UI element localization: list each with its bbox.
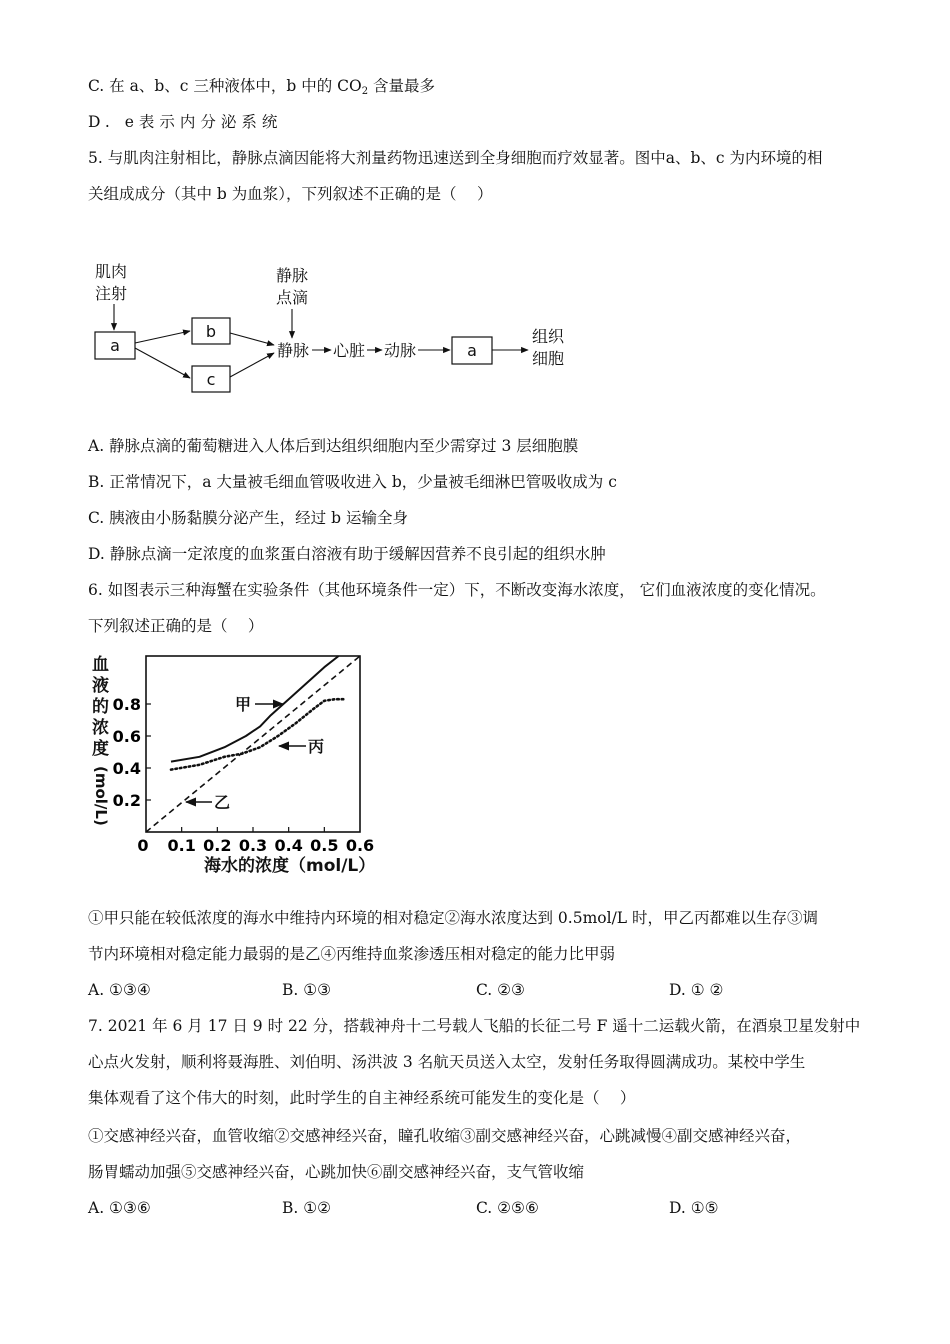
q7-option-c: C. ②⑤⑥	[476, 1199, 539, 1217]
x-tick-label: 0.6	[345, 836, 375, 855]
x-tick-label: 0.2	[203, 836, 232, 855]
q6-statement-line1: ①甲只能在较低浓度的海水中维持内环境的相对稳定②海水浓度达到 0.5mol/L 时，甲乙丙都难以生存③调	[88, 909, 819, 927]
box-a1-label: a	[110, 336, 120, 355]
q5-stem-line2: 关组成成分（其中 b 为血浆），下列叙述不正确的是（ ）	[88, 185, 493, 203]
q7-statement-line1: ①交感神经兴奋，血管收缩②交感神经兴奋，瞳孔收缩③副交感神经兴奋，心跳减慢④副交感神经兴奋，	[88, 1127, 802, 1145]
q7-option-a: A. ①③⑥	[88, 1199, 151, 1217]
q4-option-c: C. 在 a、b、c 三种液体中，b 中的 $CO_2$ 含量最多	[88, 77, 436, 97]
arrow-c-to-vein	[230, 353, 274, 377]
q5-option-a: A. 静脉点滴的葡萄糖进入人体后到达组织细胞内至少需穿过 3 层细胞膜	[88, 437, 579, 455]
artery-label: 动脉	[384, 341, 417, 360]
x-tick-label: 0.1	[167, 836, 196, 855]
q5-option-c: C. 胰液由小肠黏膜分泌产生，经过 b 运输全身	[88, 509, 408, 527]
series-line-bing	[171, 699, 346, 769]
q6-option-c: C. ②③	[476, 981, 525, 999]
y-tick-label: 0.2	[112, 791, 141, 810]
series-line-yi	[146, 656, 360, 832]
y-label-char: 血	[92, 655, 109, 675]
q5-option-d: D. 静脉点滴一定浓度的血浆蛋白溶液有助于缓解因营养不良引起的组织水肿	[88, 545, 606, 563]
x-tick-label: 0.3	[238, 836, 268, 855]
q5-option-b: B. 正常情况下，a 大量被毛细血管吸收进入 b，少量被毛细淋巴管吸收成为 c	[88, 473, 617, 491]
box-b-label: b	[205, 322, 217, 341]
vein-label: 静脉	[277, 341, 310, 360]
y-label-char: 度	[92, 739, 109, 759]
q7-stem-line3: 集体观看了这个伟大的时刻，此时学生的自主神经系统可能发生的变化是（ ）	[88, 1089, 636, 1107]
q5-stem-line1: 5. 与肌肉注射相比，静脉点滴因能将大剂量药物迅速送到全身细胞而疗效显著。图中a、b、c 为内环境的相	[88, 149, 823, 167]
q6-option-b: B. ①③	[282, 981, 332, 999]
q5-flow-diagram	[0, 250, 620, 400]
q7-option-b: B. ①②	[282, 1199, 332, 1217]
box-c-label: c	[206, 370, 216, 389]
q6-option-a: A. ①③④	[88, 981, 151, 999]
q6-statement-line2: 节内环境相对稳定能力最弱的是乙④丙维持血浆渗透压相对稳定的能力比甲弱	[88, 945, 616, 963]
x-tick-label: 0	[137, 836, 149, 855]
y-tick-label: 0.6	[112, 727, 141, 746]
x-tick-label: 0.5	[310, 836, 339, 855]
y-tick-label: 0.8	[112, 695, 141, 714]
arrow-b-to-vein	[230, 333, 274, 345]
q4-option-d: D. e表示内分泌系统	[88, 113, 283, 131]
tissue-cell-label-2: 细胞	[532, 349, 565, 368]
heart-label: 心脏	[333, 341, 366, 360]
y-label-char: 液	[92, 676, 109, 696]
x-label: 海水的浓度（mol/L）	[204, 856, 376, 876]
y-tick-label: 0.4	[112, 759, 141, 778]
muscle-injection-label-1: 肌肉	[95, 262, 128, 281]
legend-label-bing: 丙	[308, 737, 325, 756]
q7-statement-line2: 肠胃蠕动加强⑤交感神经兴奋，心跳加快⑥副交感神经兴奋，支气管收缩	[88, 1163, 585, 1181]
q7-stem-line1: 7. 2021 年 6 月 17 日 9 时 22 分，搭载神舟十二号载人飞船的长征二号 F 遥十二运载火箭，在酒泉卫星发射中	[88, 1017, 861, 1035]
y-label-char: 浓	[92, 718, 109, 738]
y-label-char: 的	[92, 697, 109, 717]
q6-chart	[0, 645, 400, 885]
tissue-cell-label-1: 组织	[532, 327, 565, 346]
box-a2-label: a	[467, 341, 477, 360]
x-tick-label: 0.4	[274, 836, 303, 855]
arrow-a-to-c	[135, 348, 190, 378]
muscle-injection-label-2: 注射	[95, 284, 128, 303]
arrow-a-to-b	[135, 331, 190, 343]
q6-stem-line2: 下列叙述正确的是（ ）	[88, 617, 264, 635]
iv-drip-label-1: 静脉	[276, 266, 309, 285]
legend-label-jia: 甲	[235, 695, 252, 714]
q7-option-d: D. ①⑤	[669, 1199, 719, 1217]
q6-stem-line1: 6. 如图表示三种海蟹在实验条件（其他环境条件一定）下，不断改变海水浓度， 它们血液浓度的变化情况。	[88, 581, 826, 599]
y-label-unit: (mol/L)	[92, 766, 110, 826]
iv-drip-label-2: 点滴	[276, 288, 309, 307]
q6-option-d: D. ① ②	[669, 981, 724, 999]
q7-stem-line2: 心点火发射，顺利将聂海胜、刘伯明、汤洪波 3 名航天员送入太空，发射任务取得圆满成功。某校中学生	[88, 1053, 806, 1071]
legend-label-yi: 乙	[214, 793, 231, 812]
